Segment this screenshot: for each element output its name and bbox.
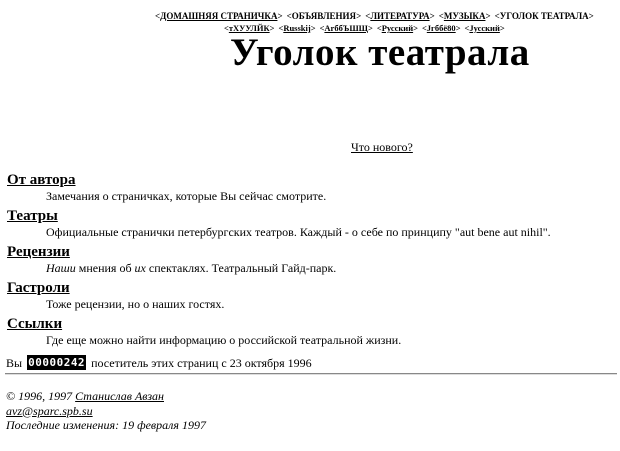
desc-italic-their: их (134, 261, 146, 275)
section-title-theaters[interactable]: Театры (7, 208, 58, 224)
encoding-link-6[interactable]: Jусский (469, 23, 500, 33)
desc-text-part: мнения об (75, 261, 135, 275)
section-author (7, 171, 617, 204)
encoding-link-4[interactable]: Русский (381, 23, 414, 33)
encoding-link-1[interactable]: тХУУЛЙК (228, 23, 270, 33)
whats-new-link[interactable]: Что нового? (351, 140, 413, 154)
desc-italic-ours: Наши (46, 261, 76, 275)
copyright-text: © 1996, 1997 (6, 389, 73, 403)
section-title-author[interactable]: От автора (7, 172, 76, 188)
section-links (7, 315, 617, 348)
section-desc-reviews (7, 261, 617, 276)
nav-current-theater: УГОЛОК ТЕАТРАЛА (499, 11, 589, 21)
nav-link-home[interactable]: ДОМАШНЯЯ СТРАНИЧКА (160, 11, 278, 21)
nav-link-announcements[interactable]: ОБЪЯВЛЕНИЯ (291, 11, 357, 21)
section-desc-author: Замечания о страничках, которые Вы сейчас смотрите. (46, 189, 327, 203)
visitor-counter: 00000242 (28, 356, 86, 369)
desc-text-part: спектаклях. Театральный Гайд-парк. (145, 261, 337, 275)
section-theaters (7, 207, 617, 240)
email-link[interactable]: avz@sparc.spb.su (6, 403, 93, 418)
sections-list (7, 171, 617, 351)
nav-link-literature[interactable]: ЛИТЕРАТУРА (370, 11, 430, 21)
section-title-links[interactable]: Ссылки (7, 316, 63, 332)
encoding-link-2[interactable]: Russkij (283, 23, 311, 33)
footer (6, 389, 206, 433)
author-link[interactable]: Станислав Авзан (75, 389, 164, 403)
section-desc-theaters: Официальные странички петербургских театров. Каждый - о себе по принципу "aut bene aut nihil". (46, 225, 551, 239)
encoding-link-5[interactable]: Jгббё80 (426, 23, 456, 33)
section-title-reviews[interactable]: Рецензии (7, 244, 70, 260)
copyright-line (6, 389, 206, 404)
encoding-link-3[interactable]: ArббЪШЩ (324, 23, 368, 33)
counter-suffix: посетитель этих страниц с 23 октября 1996 (91, 356, 312, 370)
top-navigation-primary: <ДОМАШНЯЯ СТРАНИЧКА> <ОБЪЯВЛЕНИЯ> <ЛИТЕРАТУРА> <МУЗЫКА> <УГОЛОК ТЕАТРАЛА> (155, 11, 594, 21)
last-updated: Последние изменения: 19 февраля 1997 (6, 418, 206, 432)
section-tours (7, 279, 617, 312)
visitor-counter-line (6, 355, 312, 371)
top-navigation-encodings: <тХУУЛЙК> <Russkij> <ArббЪШЩ> <Русский> <Jгббё80> <Jусский> (224, 23, 505, 33)
section-desc-tours: Тоже рецензии, но о наших гостях. (46, 297, 225, 311)
section-desc-links: Где еще можно найти информацию о российской театральной жизни. (46, 333, 402, 347)
nav-link-music[interactable]: МУЗЫКА (443, 11, 486, 21)
section-reviews (7, 243, 617, 276)
counter-prefix: Вы (6, 356, 23, 370)
page-title: Уголок театрала (230, 31, 530, 74)
footer-divider (5, 373, 617, 375)
section-title-tours[interactable]: Гастроли (7, 280, 70, 296)
